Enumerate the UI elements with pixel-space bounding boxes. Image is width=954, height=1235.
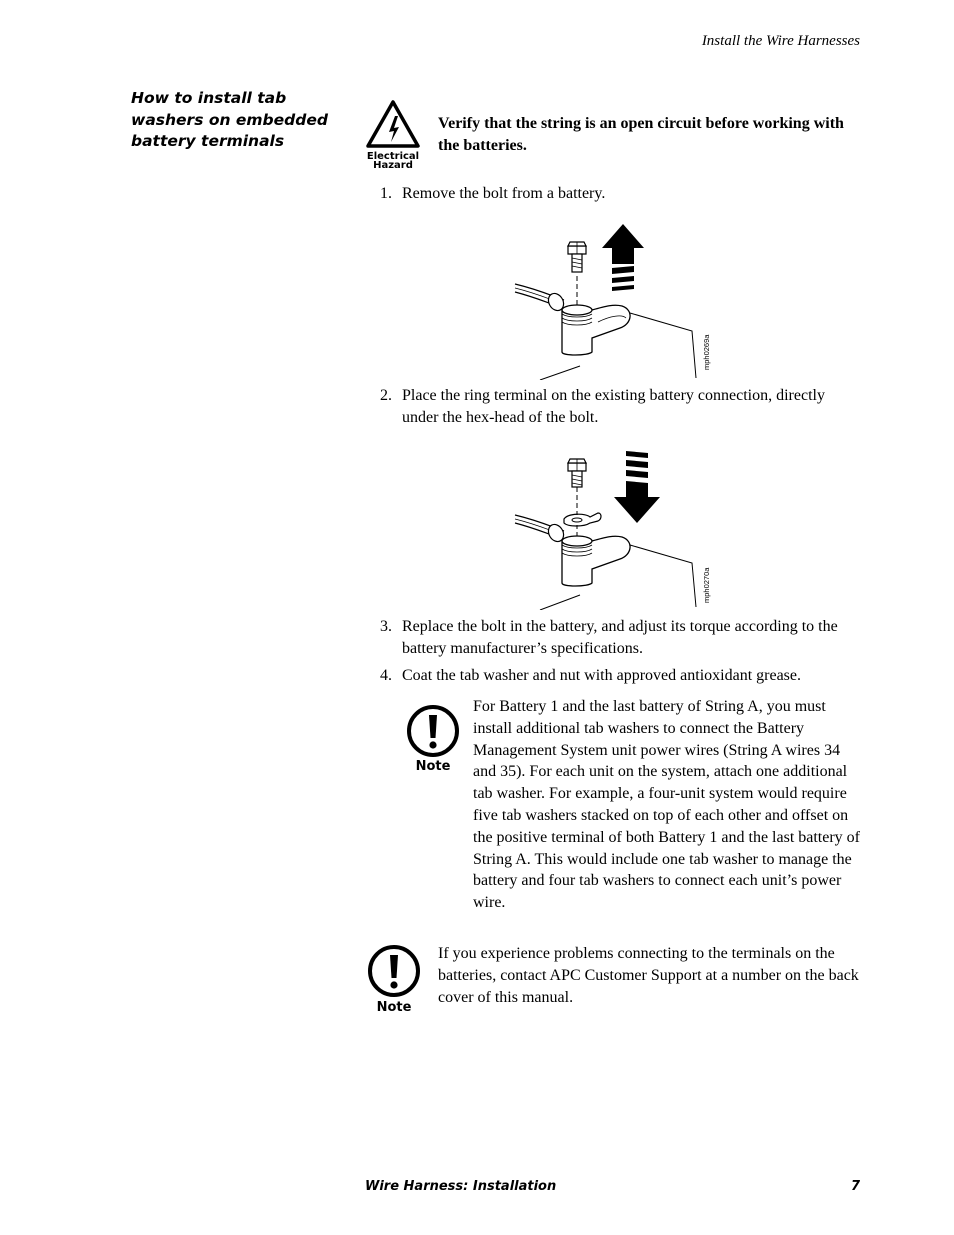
step-number: 4. bbox=[380, 667, 392, 684]
running-header: Install the Wire Harnesses bbox=[701, 33, 860, 49]
step-text: Remove the bolt from a battery. bbox=[402, 185, 606, 202]
hazard-label-line2: Hazard bbox=[373, 160, 413, 170]
step-number: 3. bbox=[380, 618, 392, 635]
note-label: Note bbox=[376, 1000, 412, 1013]
note-label: Note bbox=[415, 759, 451, 773]
hazard-warning-text: Verify that the string is an open circuit before working with the batteries. bbox=[438, 115, 844, 154]
electrical-hazard-icon bbox=[362, 98, 424, 170]
note-icon bbox=[365, 943, 423, 1013]
section-title: How to install tab washers on embedded battery terminals bbox=[131, 89, 328, 150]
step-text: Replace the bolt in the battery, and adjust its torque according to the battery manufacturer’s specifications. bbox=[402, 618, 838, 657]
figure-place-ring-terminal bbox=[510, 445, 720, 610]
page-number: 7 bbox=[850, 1179, 860, 1194]
note-icon bbox=[404, 703, 462, 773]
step-item bbox=[380, 183, 865, 205]
hazard-label-line1: Electrical bbox=[366, 151, 420, 162]
figure-remove-bolt bbox=[510, 218, 720, 380]
step-item bbox=[380, 385, 865, 429]
note-text: If you experience problems connecting to the terminals on the batteries, contact APC Customer Support at a number on the back cover of this manual. bbox=[438, 945, 859, 1006]
step-number: 1. bbox=[380, 185, 392, 202]
step-number: 2. bbox=[380, 387, 392, 404]
step-item bbox=[380, 616, 865, 660]
figure-code: mph0269a bbox=[702, 334, 711, 370]
step-text: Coat the tab washer and nut with approved antioxidant grease. bbox=[402, 667, 801, 684]
step-text: Place the ring terminal on the existing battery connection, directly under the hex-head of the bolt. bbox=[402, 387, 825, 426]
step-item bbox=[380, 665, 865, 687]
note-text: For Battery 1 and the last battery of String A, you must install additional tab washers to connect the Battery Management System unit power wires (String A wires 34 and 35). For each unit on the system, attach one additional tab washer. For example, a four-unit system would require five tab washers stacked on top of each other and offset on the positive terminal of both Battery 1 and the last battery of String A. This would include one tab washer to manage the battery and four tab washers to connect each unit’s power wire. bbox=[473, 698, 861, 912]
footer-title: Wire Harness: Installation bbox=[365, 1179, 557, 1194]
figure-code: mph0270a bbox=[702, 567, 711, 603]
